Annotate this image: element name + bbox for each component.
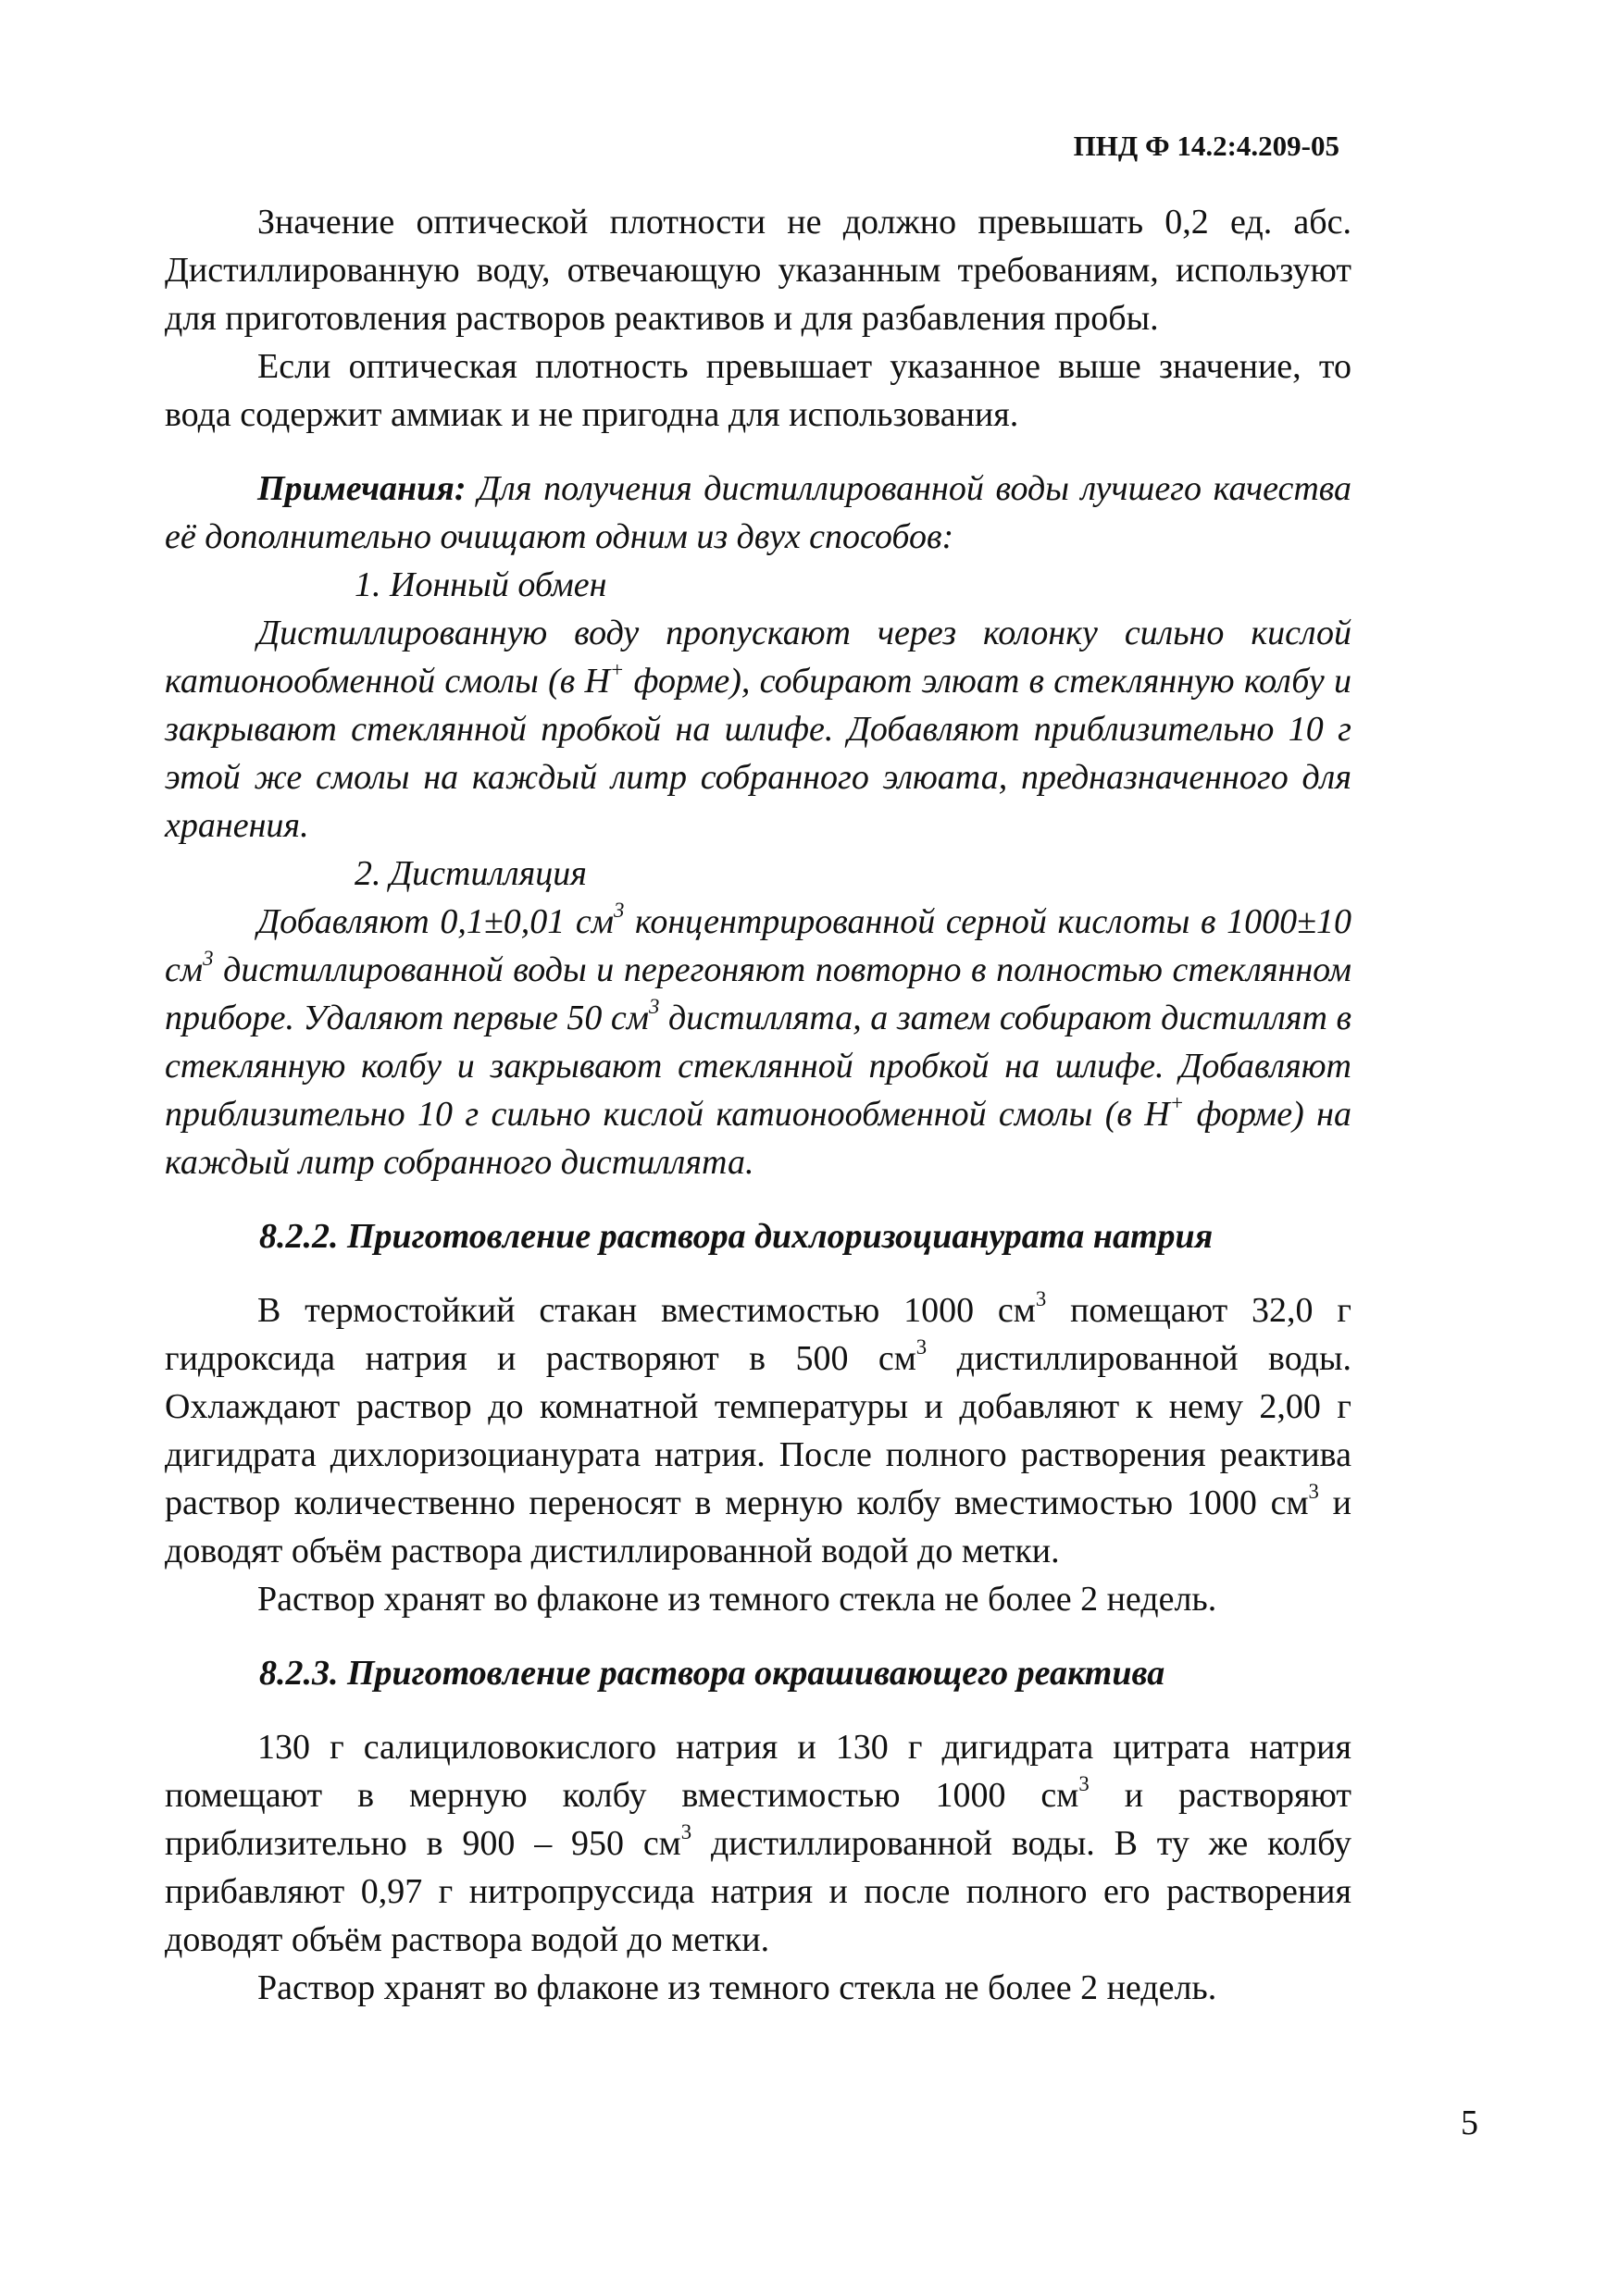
- section-8-2-2-title: 8.2.2. Приготовление раствора дихлоризоцианурата натрия: [259, 1217, 1214, 1256]
- notes-intro: [165, 465, 1351, 561]
- superscript-3: 3: [203, 946, 214, 970]
- document-code: ПНД Ф 14.2:4.209-05: [1073, 130, 1339, 162]
- superscript-3: 3: [649, 994, 660, 1018]
- paragraph-optical-density: Значение оптической плотности не должно превышать 0,2 ед. абс. Дистиллированную воду, отвечающую указанным требованиям, используют для приготовления растворов реактивов и для разбавления пробы.: [165, 203, 1351, 338]
- superscript-3: 3: [1308, 1479, 1319, 1503]
- notes-block: [165, 465, 1351, 1186]
- section-8-2-2-text: В термостойкий стакан вместимостью 1000 $см^3$ помещают 32,0 г гидроксида натрия и растворяют в 500 $см^3$ дистиллированной воды. Охлаждают раствор до комнатной температуры и добавляют к нему 2,00 г дигидрата дихлоризоцианурата натрия. После полного растворения реактива раствор количественно переносят в мерную колбу вместимостью 1000 $см^3$ и доводят объём раствора дистиллированной водой до метки.: [165, 1286, 1352, 1570]
- superscript-3: 3: [915, 1334, 928, 1359]
- paragraph-ammonia-warning: Если оптическая плотность превышает указанное выше значение, то вода содержит аммиак и не пригодна для использования.: [165, 347, 1351, 434]
- superscript-3: 3: [1078, 1771, 1090, 1795]
- page-body: [165, 198, 1351, 2012]
- superscript-3: 3: [613, 898, 625, 922]
- section-8-2-3-text: 130 г салициловокислого натрия и 130 г дигидрата цитрата натрия помещают в мерную колбу вместимостью 1000 $см^3$ и растворяют приблизительно в 900 – 950 $см^3$ дистиллированной воды. В ту же колбу прибавляют 0,97 г нитропруссида натрия и после полного его растворения доводят объём раствора водой до метки.: [165, 1728, 1351, 1959]
- superscript-plus: +: [609, 657, 625, 681]
- method-1-text: Дистиллированную воду пропускают через колонку сильно кислой катионообменной смолы (в H+ форме), собирают элюат в стеклянную колбу и закрывают стеклянной пробкой на шлифе. Добавляют приблизительно 10 г этой же смолы на каждый литр собранного элюата, предназначенного для хранения.: [165, 614, 1351, 845]
- superscript-plus: +: [1169, 1090, 1185, 1114]
- superscript-3: 3: [1035, 1286, 1047, 1310]
- superscript-3: 3: [680, 1819, 692, 1843]
- section-8-2-3-storage: Раствор хранят во флаконе из темного стекла не более 2 недель.: [257, 1968, 1217, 2007]
- method-2-text: Добавляют 0,1±0,01 $см^3$ концентрированной серной кислоты в 1000±10 $см^3$ дистиллированной воды и перегоняют повторно в полностью стеклянном приборе. Удаляют первые 50 $см^3$ дистиллята, а затем собирают дистиллят в стеклянную колбу и закрывают стеклянной пробкой на шлифе. Добавляют приблизительно 10 г сильно кислой катионообменной смолы (в H+ форме) на каждый литр собранного дистиллята.: [165, 898, 1352, 1182]
- page-number: 5: [1461, 2104, 1478, 2142]
- section-8-2-2-storage: Раствор хранят во флаконе из темного стекла не более 2 недель.: [257, 1580, 1217, 1619]
- notes-label: Примечания:: [257, 469, 467, 508]
- section-8-2-3-title: 8.2.3. Приготовление раствора окрашивающего реактива: [259, 1654, 1165, 1693]
- method-1-title: 1. Ионный обмен: [355, 565, 607, 604]
- notes-intro-text: Для получения дистиллированной воды лучшего качества её дополнительно очищают одним из двух способов:: [165, 469, 1351, 556]
- method-2-title: 2. Дистилляция: [355, 854, 587, 893]
